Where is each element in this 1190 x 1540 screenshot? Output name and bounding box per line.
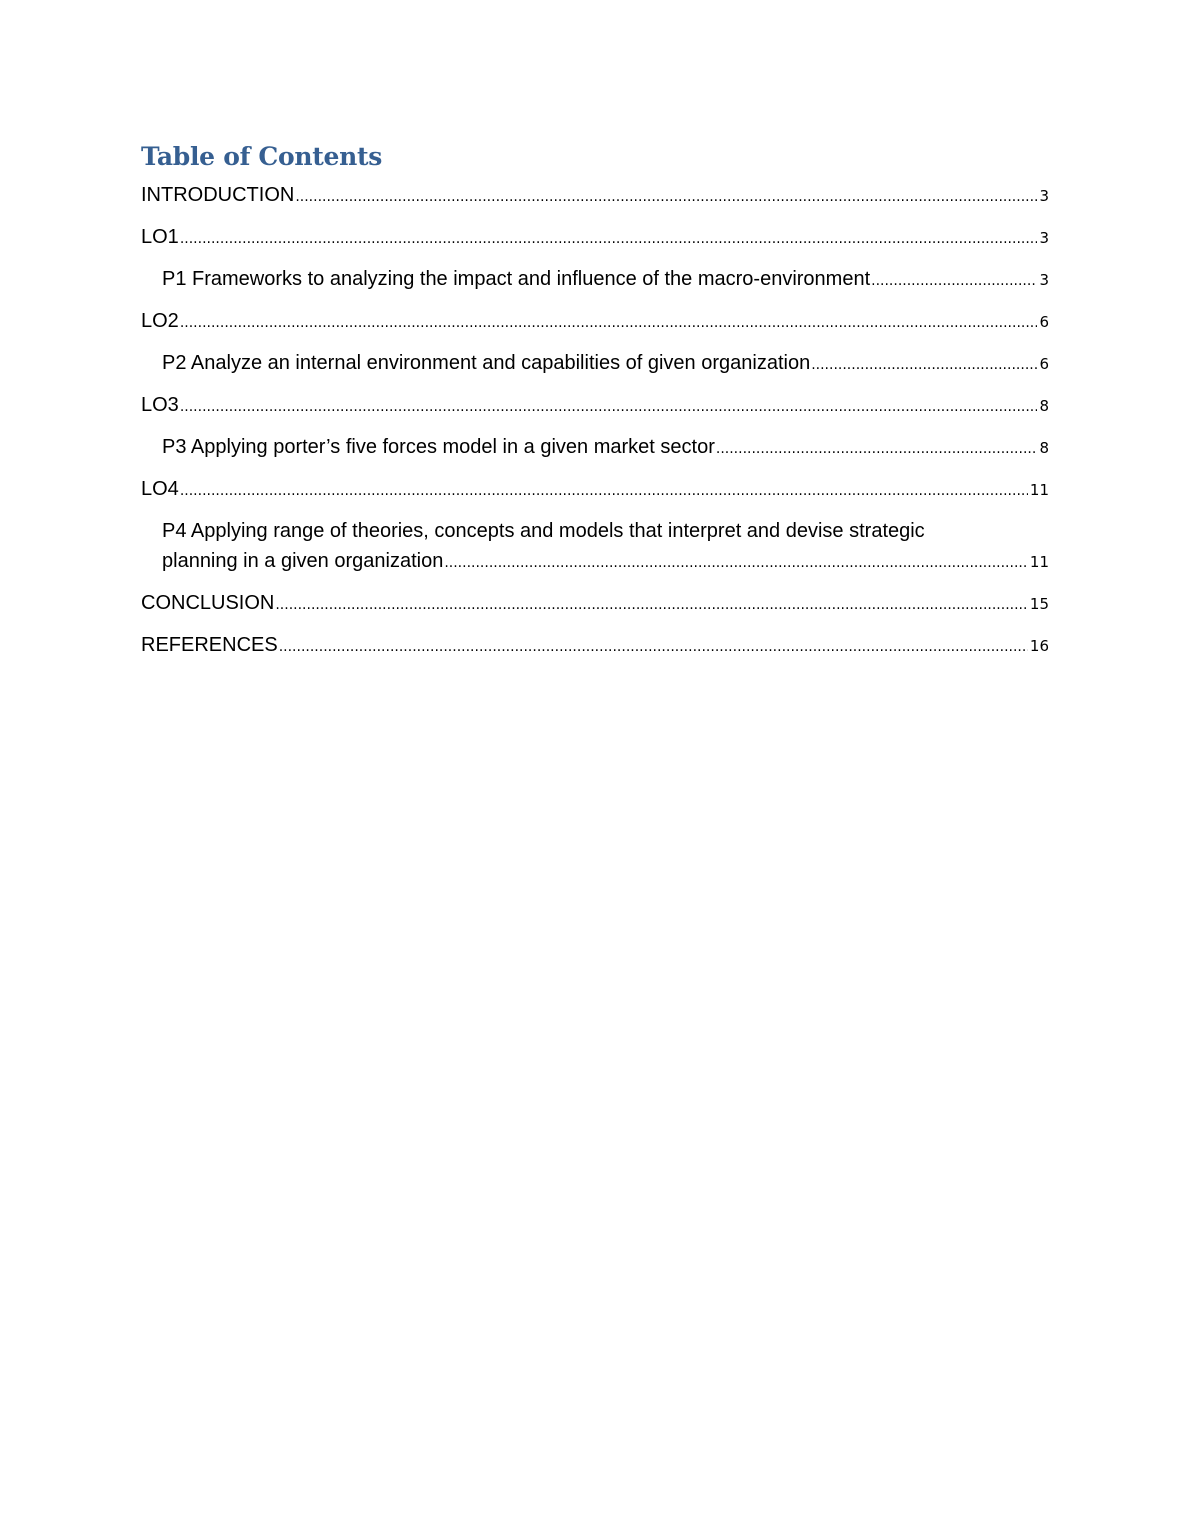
toc-entry-lo4[interactable]: [141, 474, 1049, 506]
toc-dot-leader: [811, 350, 1037, 380]
toc-dot-leader: [444, 548, 1028, 578]
toc-page-number: 3: [1039, 187, 1049, 205]
toc-entry-lo2[interactable]: [141, 306, 1049, 338]
toc-page-number: 6: [1039, 355, 1049, 373]
toc-entry-label: LO1: [141, 226, 179, 248]
toc-entry-label: CONCLUSION: [141, 592, 275, 614]
toc-page-number: 3: [1039, 271, 1049, 289]
toc-entry-p3[interactable]: [141, 432, 1049, 464]
toc-dot-leader: [275, 590, 1028, 620]
toc-entry-line2: [162, 546, 1049, 578]
toc-entry-label-line1: P4 Applying range of theories, concepts and models that interpret and devise strategic: [162, 520, 925, 542]
toc-page-number: 11: [1029, 553, 1049, 571]
toc-dot-leader: [716, 434, 1038, 464]
toc-entry-lo1[interactable]: [141, 222, 1049, 254]
toc-entry-references[interactable]: [141, 630, 1049, 662]
toc-page-number: 16: [1029, 637, 1049, 655]
toc-entry-conclusion[interactable]: [141, 588, 1049, 620]
toc-entry-label: LO4: [141, 478, 179, 500]
toc-page-number: 15: [1029, 595, 1049, 613]
toc-entry-p4[interactable]: [141, 516, 1049, 578]
toc-entry-label: REFERENCES: [141, 634, 278, 656]
toc-entry-label: P2 Analyze an internal environment and capabilities of given organization: [162, 352, 811, 374]
toc-dot-leader: [180, 308, 1038, 338]
toc-entry-label: P1 Frameworks to analyzing the impact and influence of the macro-environment: [162, 268, 871, 290]
table-of-contents: [141, 140, 1049, 672]
toc-page-number: 11: [1029, 481, 1049, 499]
toc-entry-label: LO2: [141, 310, 179, 332]
toc-page-number: 6: [1039, 313, 1049, 331]
toc-dot-leader: [871, 266, 1037, 296]
toc-entry-label: P3 Applying porter’s five forces model in a given market sector: [162, 436, 715, 458]
toc-dot-leader: [279, 632, 1028, 662]
toc-dot-leader: [180, 392, 1038, 422]
toc-title: Table of Contents: [141, 142, 383, 171]
toc-page-number: 8: [1039, 397, 1049, 415]
toc-entry-p2[interactable]: [141, 348, 1049, 380]
toc-dot-leader: [295, 182, 1037, 212]
toc-entry-label: INTRODUCTION: [141, 184, 295, 206]
toc-entry-label-line2: planning in a given organization: [162, 550, 444, 572]
toc-dot-leader: [180, 476, 1028, 506]
toc-entry-lo3[interactable]: [141, 390, 1049, 422]
toc-entry-p1[interactable]: [141, 264, 1049, 296]
toc-entry-label: LO3: [141, 394, 179, 416]
toc-entry-introduction[interactable]: [141, 180, 1049, 212]
toc-page-number: 3: [1039, 229, 1049, 247]
toc-dot-leader: [180, 224, 1038, 254]
toc-page-number: 8: [1039, 439, 1049, 457]
